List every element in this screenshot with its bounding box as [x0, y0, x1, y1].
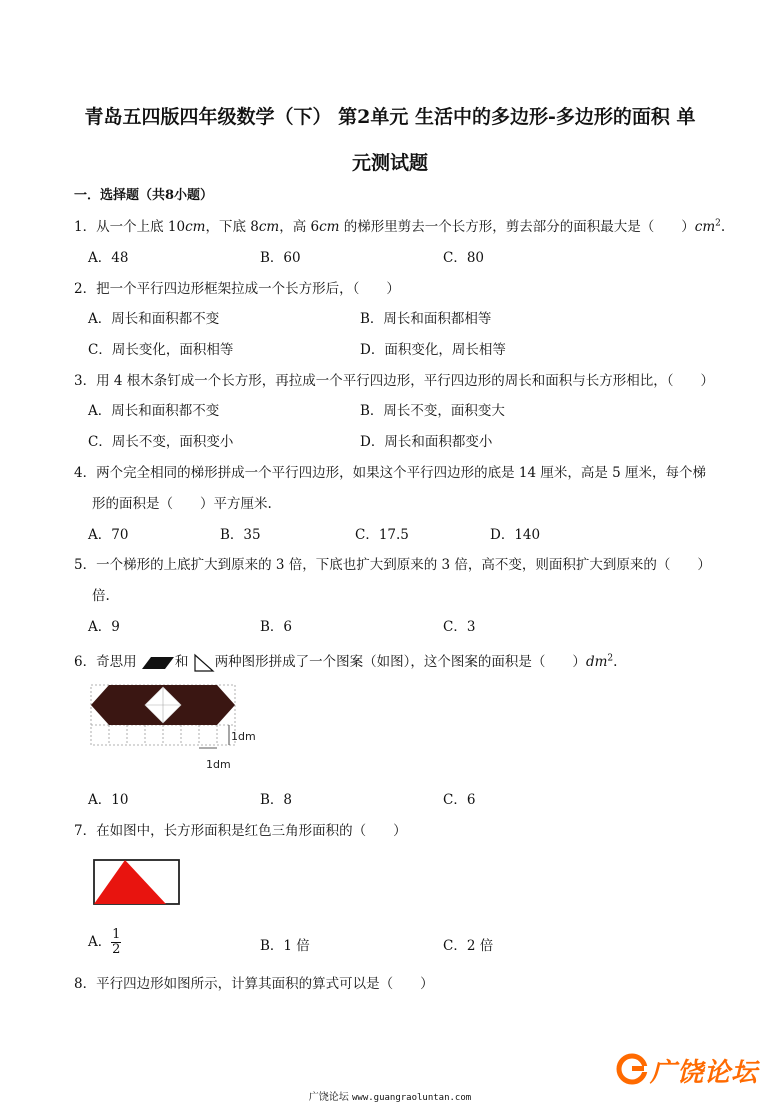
question-4-cont: 形的面积是（ ）平方厘米.	[92, 496, 272, 512]
fraction-one-half: $\frac{1}{2}$	[112, 927, 121, 957]
question-5-cont: 倍.	[92, 588, 110, 604]
q6-option-c[interactable]: C．6	[443, 792, 476, 808]
section-heading: 一．选择题（共8小题）	[74, 188, 214, 203]
q7-option-c[interactable]: C．2 倍	[443, 938, 494, 954]
page-title-cont: 元测试题	[351, 152, 428, 174]
q3-option-b[interactable]: B．周长不变，面积变大	[360, 403, 505, 419]
q4-option-d[interactable]: D．140	[490, 527, 541, 543]
q7-option-b[interactable]: B．1 倍	[260, 938, 310, 954]
question-6: 6．奇思用 和 两种图形拼成了一个图案（如图），这个图案的面积是（ ）$dm^2$.	[74, 653, 618, 670]
dim-label-vertical: 1dm	[231, 730, 256, 743]
q6-option-b[interactable]: B．8	[260, 792, 293, 808]
footer-url[interactable]: www.guangraoluntan.com	[351, 1093, 472, 1103]
question-1: 1．从一个上底 10cm，下底 8cm，高 6cm 的梯形里剪去一个长方形，剪去部分的面积最大是（ ）$cm^2$.	[74, 218, 726, 235]
question-2: 2．把一个平行四边形框架拉成一个长方形后，（ ）	[74, 281, 400, 297]
q1-option-a[interactable]: A．48	[88, 250, 129, 266]
parallelogram-shape-icon	[141, 656, 175, 670]
question-5: 5．一个梯形的上底扩大到原来的 3 倍，下底也扩大到原来的 3 倍，高不变，则面积扩大到原来的（ ）	[74, 557, 711, 573]
q2-option-a[interactable]: A．周长和面积都不变	[88, 311, 220, 327]
question-8: 8．平行四边形如图所示，计算其面积的算式可以是（ ）	[74, 976, 434, 992]
q3-option-d[interactable]: D．周长和面积都变小	[360, 434, 493, 450]
q3-option-a[interactable]: A．周长和面积都不变	[88, 403, 220, 419]
q3-option-c[interactable]: C．周长不变，面积变小	[88, 434, 234, 450]
q4-option-b[interactable]: B．35	[220, 527, 261, 543]
q5-option-b[interactable]: B．6	[260, 619, 293, 635]
page-footer	[0, 1088, 780, 1103]
q5-option-c[interactable]: C．3	[443, 619, 476, 635]
q2-option-d[interactable]: D．面积变化，周长相等	[360, 342, 506, 358]
q4-option-a[interactable]: A．70	[88, 527, 129, 543]
rectangle-triangle-figure	[92, 858, 182, 908]
q1-option-c[interactable]: C．80	[443, 250, 485, 266]
dim-label-horizontal: 1dm	[206, 758, 231, 771]
pattern-grid-figure	[88, 682, 256, 774]
q7-option-a[interactable]: A． $\frac{1}{2}$	[88, 927, 121, 957]
q1-option-b[interactable]: B．60	[260, 250, 301, 266]
question-7: 7．在如图中，长方形面积是红色三角形面积的（ ）	[74, 823, 407, 839]
q4-option-c[interactable]: C．17.5	[355, 527, 409, 543]
q2-option-c[interactable]: C．周长变化，面积相等	[88, 342, 234, 358]
question-4: 4．两个完全相同的梯形拼成一个平行四边形，如果这个平行四边形的底是 14 厘米，高是 5 厘米，每个梯	[74, 465, 707, 481]
q2-option-b[interactable]: B．周长和面积都相等	[360, 311, 492, 327]
site-logo-text: 广饶论坛	[650, 1058, 759, 1088]
q6-option-a[interactable]: A．10	[88, 792, 129, 808]
page-title: 青岛五四版四年级数学（下） 第2单元 生活中的多边形-多边形的面积 单	[84, 106, 696, 128]
triangle-shape-icon	[193, 654, 215, 672]
question-3: 3．用 4 根木条钉成一个长方形，再拉成一个平行四边形，平行四边形的周长和面积与长方形相比，（ ）	[74, 373, 715, 389]
q5-option-a[interactable]: A．9	[88, 619, 120, 635]
footer-site-name: 广饶论坛	[308, 1092, 349, 1103]
